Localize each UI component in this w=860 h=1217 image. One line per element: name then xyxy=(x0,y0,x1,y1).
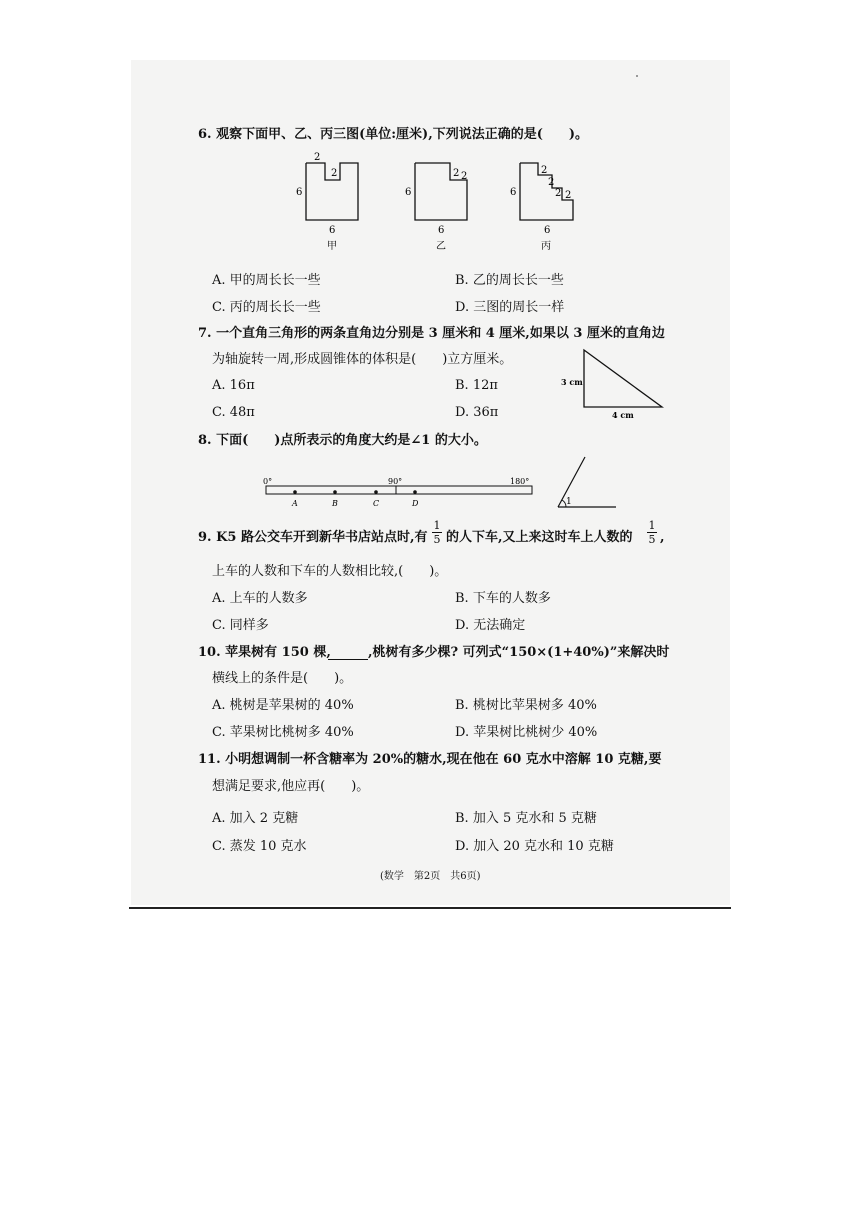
q9-stem-line2: 上车的人数和下车的人数相比较,( )。 xyxy=(212,564,448,579)
bing-step2-label: 2 xyxy=(548,177,555,188)
bing-step1-label: 2 xyxy=(541,165,548,176)
q6-option-b: B. 乙的周长长一些 xyxy=(455,273,564,288)
yi-step-a-label: 2 xyxy=(453,168,460,179)
page-bottom-rule xyxy=(129,907,731,909)
fraction-1-denominator: 5 xyxy=(433,533,441,546)
jia-bottom-label: 6 xyxy=(329,225,336,236)
q11-stem-line1: 11. 小明想调制一杯含糖率为 20%的糖水,现在他在 60 克水中溶解 10 克糖,要 xyxy=(198,752,662,767)
q10-blank-line xyxy=(328,659,368,660)
point-b-marker xyxy=(333,490,337,494)
triangle-horizontal-label: 4 cm xyxy=(612,410,634,420)
point-a-marker xyxy=(293,490,297,494)
fraction-2-numerator: 1 xyxy=(648,519,656,532)
fraction-2-denominator: 5 xyxy=(648,533,656,546)
q10-option-b: B. 桃树比苹果树多 40% xyxy=(455,698,597,713)
yi-step-b-label: 2 xyxy=(461,171,468,182)
q7-option-a: A. 16π xyxy=(212,378,255,393)
q7-stem-line1: 7. 一个直角三角形的两条直角边分别是 3 厘米和 4 厘米,如果以 3 厘米的直角边 xyxy=(198,326,665,341)
yi-side-label: 6 xyxy=(405,187,412,198)
jia-notch-label: 2 xyxy=(331,168,338,179)
q8-angle-figure xyxy=(550,452,620,512)
q6-option-d: D. 三图的周长一样 xyxy=(455,300,565,315)
q6-option-c: C. 丙的周长长一些 xyxy=(212,300,321,315)
bing-step3-label: 2 xyxy=(555,188,562,199)
q9-stem-part1: 9. K5 路公交车开到新华书店站点时,有 xyxy=(198,530,428,545)
point-d-label: D xyxy=(412,499,419,508)
bing-bottom-label: 6 xyxy=(544,225,551,236)
q6-option-a: A. 甲的周长长一些 xyxy=(212,273,321,288)
yi-bottom-label: 6 xyxy=(438,225,445,236)
figure-jia xyxy=(296,152,358,252)
q6-stem: 6. 观察下面甲、乙、丙三图(单位:厘米),下列说法正确的是( )。 xyxy=(198,127,589,142)
q9-stem-part3: , xyxy=(660,530,665,545)
scale-mid-label: 90° xyxy=(388,477,403,486)
point-c-marker xyxy=(374,490,378,494)
q6-figures xyxy=(290,145,590,255)
q8-stem: 8. 下面( )点所表示的角度大约是∠1 的大小。 xyxy=(198,433,487,448)
angle-1-label: 1 xyxy=(566,497,572,507)
jia-side-label: 6 xyxy=(296,187,303,198)
point-a-label: A xyxy=(292,499,298,508)
q10-option-d: D. 苹果树比桃树少 40% xyxy=(455,725,598,740)
bing-name: 丙 xyxy=(541,241,551,252)
q7-right-triangle xyxy=(555,345,675,425)
figure-yi xyxy=(405,163,467,252)
q7-option-d: D. 36π xyxy=(455,405,499,420)
q10-stem-part2: ,桃树有多少棵? 可列式“150×(1+40%)”来解决时 xyxy=(368,645,670,660)
bing-step4-label: 2 xyxy=(565,190,572,201)
q7-option-c: C. 48π xyxy=(212,405,255,420)
q9-fraction-1 xyxy=(432,520,442,545)
page-footer: (数学 第2页 共6页) xyxy=(380,871,481,882)
q10-option-c: C. 苹果树比桃树多 40% xyxy=(212,725,354,740)
q11-option-b: B. 加入 5 克水和 5 克糖 xyxy=(455,811,597,826)
q11-option-a: A. 加入 2 克糖 xyxy=(212,811,299,826)
scan-speck xyxy=(636,75,638,77)
bing-side-label: 6 xyxy=(510,187,517,198)
fraction-1-numerator: 1 xyxy=(433,519,441,532)
scale-start-label: 0° xyxy=(263,477,273,486)
figure-bing xyxy=(510,163,573,252)
q10-stem-part1: 10. 苹果树有 150 棵, xyxy=(198,645,331,660)
q7-option-b: B. 12π xyxy=(455,378,498,393)
q10-stem-line2: 横线上的条件是( )。 xyxy=(212,671,353,686)
triangle-vertical-label: 3 cm xyxy=(561,377,583,387)
point-d-marker xyxy=(413,490,417,494)
point-c-label: C xyxy=(373,499,380,508)
q9-fraction-2 xyxy=(647,520,657,545)
q9-option-d: D. 无法确定 xyxy=(455,618,526,633)
q9-option-a: A. 上车的人数多 xyxy=(212,591,308,606)
q11-option-c: C. 蒸发 10 克水 xyxy=(212,839,307,854)
yi-name: 乙 xyxy=(436,241,446,252)
q8-protractor-scale xyxy=(258,474,548,514)
q9-stem-part2: 的人下车,又上来这时车上人数的 xyxy=(446,530,633,545)
q7-stem-line2: 为轴旋转一周,形成圆锥体的体积是( )立方厘米。 xyxy=(212,352,513,367)
jia-top-left-label: 2 xyxy=(314,152,321,163)
point-b-label: B xyxy=(332,499,338,508)
q11-stem-line2: 想满足要求,他应再( )。 xyxy=(212,779,370,794)
q10-option-a: A. 桃树是苹果树的 40% xyxy=(212,698,354,713)
q9-option-b: B. 下车的人数多 xyxy=(455,591,551,606)
q9-option-c: C. 同样多 xyxy=(212,618,269,633)
jia-name: 甲 xyxy=(327,241,337,252)
scale-end-label: 180° xyxy=(510,477,530,486)
q11-option-d: D. 加入 20 克水和 10 克糖 xyxy=(455,839,614,854)
